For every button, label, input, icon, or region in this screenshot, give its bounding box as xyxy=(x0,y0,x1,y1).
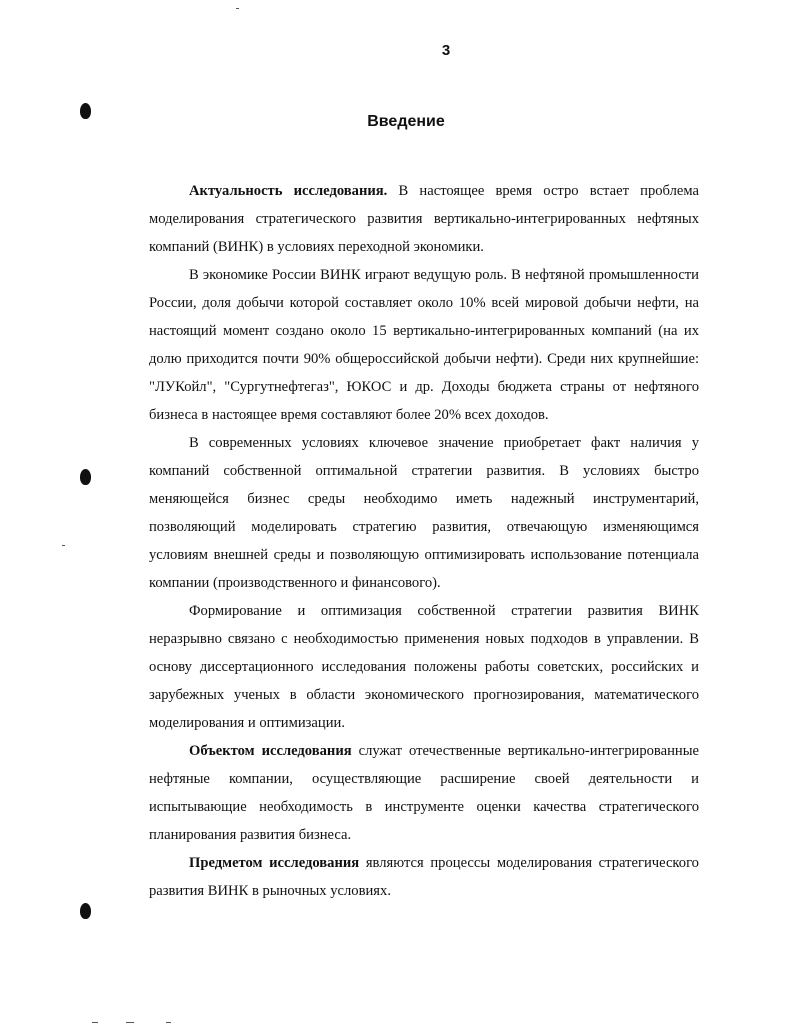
paragraph-object xyxy=(149,737,699,849)
document-body xyxy=(149,177,699,905)
paragraph-text: В экономике России ВИНК играют ведущую роль. В нефтяной промышленности России, доля добычи которой составляет около 10% всей мировой добычи нефти, на настоящий момент создано около 15 вертикально-интегрированных компаний (на их долю приходится почти 90% общероссийской добычи нефти). Среди них крупнейшие: "ЛУКойл", "Сургутнефтегаз", ЮКОС и др. Доходы бюджета страны от нефтяного бизнеса в настоящее время составляют более 20% всех доходов. xyxy=(149,267,699,423)
scan-speck xyxy=(166,1022,171,1023)
paragraph-relevance xyxy=(149,177,699,261)
paragraph-subject xyxy=(149,849,699,905)
page-title: Введение xyxy=(367,113,445,130)
punch-hole-mark xyxy=(80,903,91,919)
paragraph-role-of-vink xyxy=(149,261,699,429)
punch-hole-mark xyxy=(80,103,91,119)
paragraph-lead: Актуальность исследования. xyxy=(189,183,388,199)
scan-speck xyxy=(92,1022,98,1023)
paragraph-text: служат отечественные вертикально-интегрированные нефтяные компании, осуществляющие расширение своей деятельности и испытывающие необходимость в инструменте оценки качества стратегического планирования развития бизнеса. xyxy=(149,743,699,843)
paragraph-lead: Предметом исследования xyxy=(189,855,360,871)
punch-hole-mark xyxy=(80,469,91,485)
paragraph-new-approaches xyxy=(149,597,699,737)
scan-speck xyxy=(236,8,239,9)
paragraph-text: В настоящее время остро встает проблема моделирования стратегического развития вертикально-интегрированных нефтяных компаний (ВИНК) в условиях переходной экономики. xyxy=(149,183,699,255)
paragraph-text: Формирование и оптимизация собственной стратегии развития ВИНК неразрывно связано с необходимостью применения новых подходов в управлении. В основу диссертационного исследования положены работы советских, российских и зарубежных ученых в области экономического прогнозирования, математического моделирования и оптимизации. xyxy=(149,603,699,731)
scan-speck xyxy=(126,1022,134,1023)
page-number: 3 xyxy=(441,42,451,59)
paragraph-text: являются процессы моделирования стратегического развития ВИНК в рыночных условиях. xyxy=(149,855,699,899)
paragraph-text: В современных условиях ключевое значение приобретает факт наличия у компаний собственной оптимальной стратегии развития. В условиях быстро меняющейся бизнес среды необходимо иметь надежный инструментарий, позволяющий моделировать стратегию развития, отвечающую изменяющимся условиям внешней среды и позволяющую оптимизировать использование потенциала компании (производственного и финансового). xyxy=(149,435,699,591)
paragraph-lead: Объектом исследования xyxy=(189,743,352,759)
scan-speck xyxy=(62,545,65,546)
paragraph-strategy-importance xyxy=(149,429,699,597)
